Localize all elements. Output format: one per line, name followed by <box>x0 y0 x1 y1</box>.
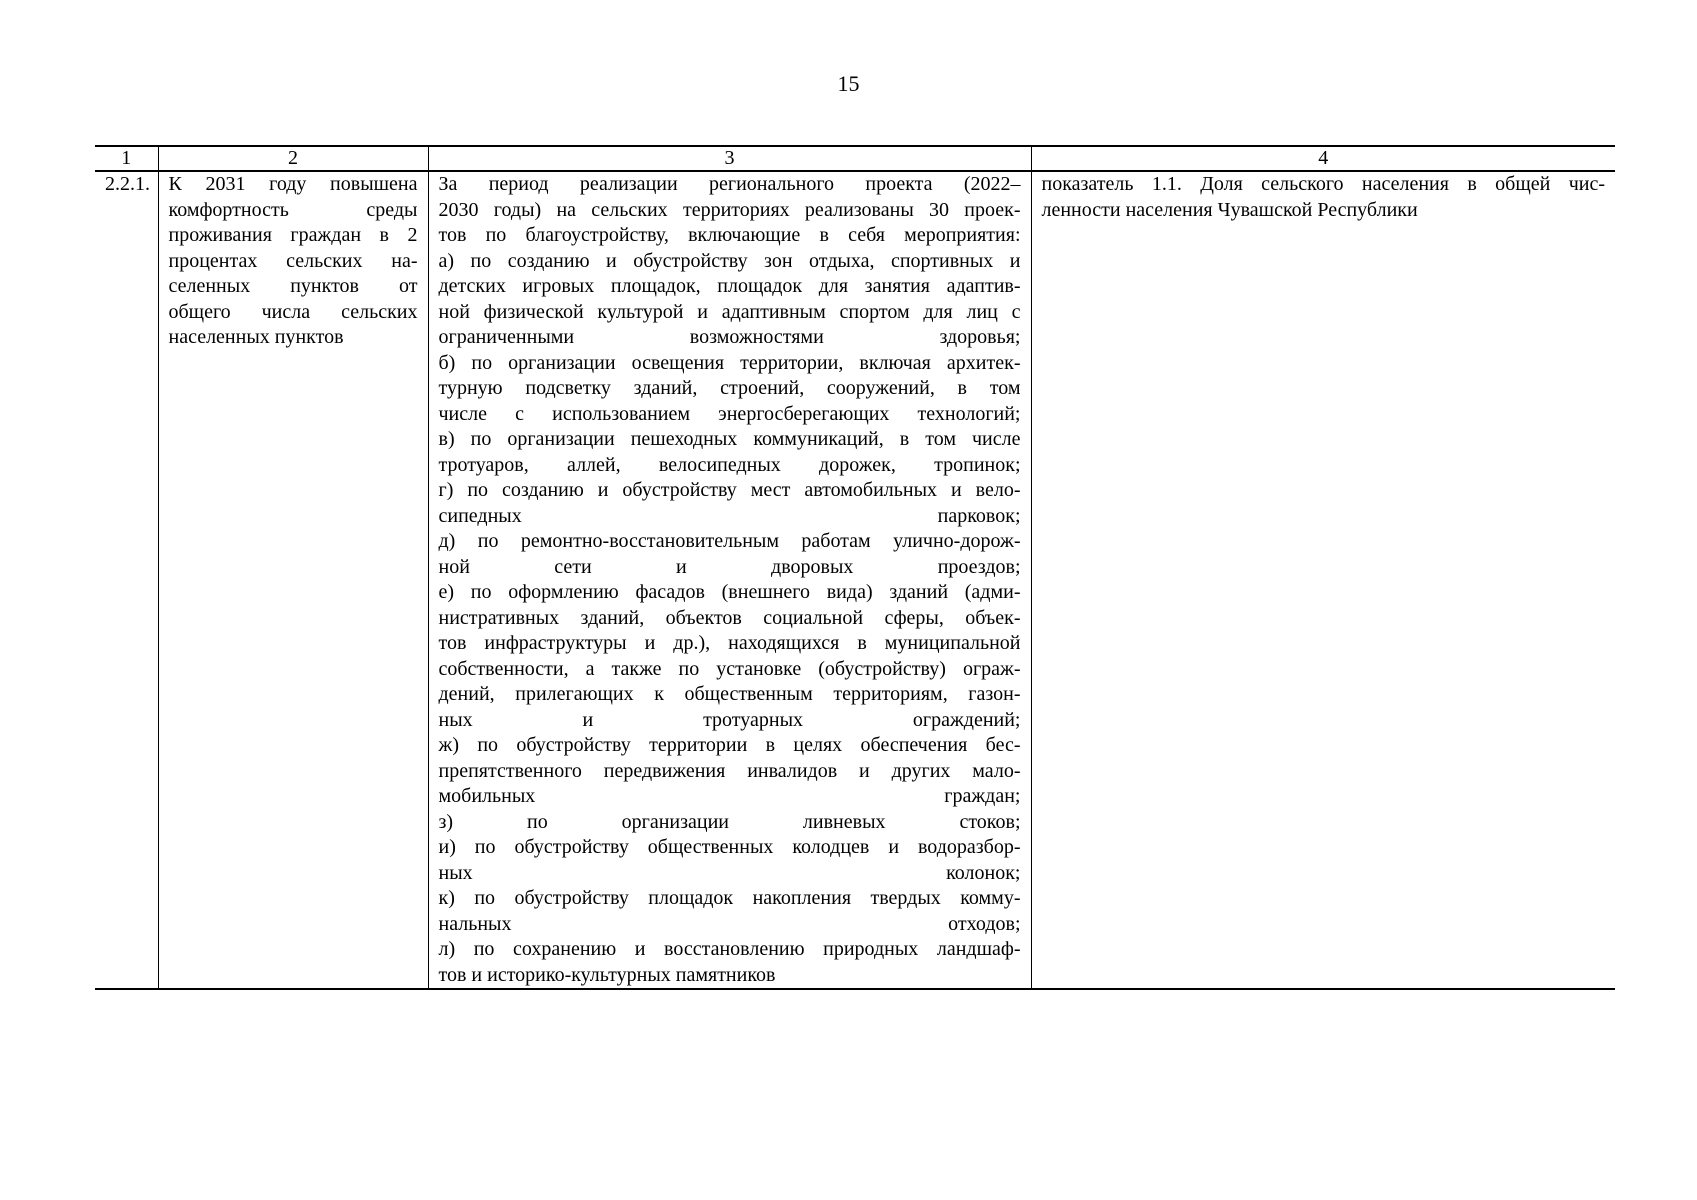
description-line: нистративных зданий, объектов социальной сферы, объек- <box>438 606 1021 629</box>
indicator-cell <box>1031 171 1615 989</box>
description-line: г) по созданию и обустройству мест автомобильных и вело- <box>438 479 1021 501</box>
column-header-1: 1 <box>95 146 158 171</box>
result-cell <box>158 171 428 989</box>
result-line: общего числа сельских <box>168 300 418 323</box>
table-header-row <box>95 146 1615 171</box>
description-line: тротуаров, аллей, велосипедных дорожек, тропинок; <box>438 453 1021 476</box>
description-line: нальных отходов; <box>438 912 1021 935</box>
description-line: тов инфраструктуры и др.), находящихся в муниципальной <box>438 632 1021 654</box>
description-line: з) по организации ливневых стоков; <box>438 810 1021 833</box>
description-line: и) по обустройству общественных колодцев и водоразбор- <box>438 836 1021 858</box>
description-cell <box>428 171 1031 989</box>
description-line: ной физической культурой и адаптивным спортом для лиц с <box>438 300 1021 323</box>
result-line: процентах сельских на- <box>168 249 418 272</box>
results-table <box>95 145 1615 990</box>
description-line: тов по благоустройству, включающие в себя мероприятия: <box>438 224 1021 246</box>
table-row <box>95 171 1615 989</box>
description-line: д) по ремонтно-восстановительным работам улично-дорож- <box>438 530 1021 552</box>
description-line: сипедных парковок; <box>438 504 1021 527</box>
description-line: ных колонок; <box>438 861 1021 884</box>
description-line: мобильных граждан; <box>438 785 1021 807</box>
column-header-4: 4 <box>1031 146 1615 171</box>
column-header-2: 2 <box>158 146 428 171</box>
result-line: селенных пунктов от <box>168 275 418 297</box>
description-line: а) по созданию и обустройству зон отдыха, спортивных и <box>438 249 1021 272</box>
row-number: 2.2.1. <box>95 171 158 989</box>
description-line: б) по организации освещения территории, включая архитек- <box>438 351 1021 374</box>
indicator-line: ленности населения Чувашской Республики <box>1041 198 1418 221</box>
description-line: дений, прилегающих к общественным территориям, газон- <box>438 683 1021 705</box>
description-line: За период реализации регионального проекта (2022– <box>438 173 1021 195</box>
description-line: ной сети и дворовых проездов; <box>438 555 1021 578</box>
description-line: препятственного передвижения инвалидов и других мало- <box>438 759 1021 782</box>
indicator-line: показатель 1.1. Доля сельского населения в общей чис- <box>1041 173 1605 195</box>
description-line: тов и историко-культурных памятников <box>438 963 776 986</box>
description-line: турную подсветку зданий, строений, сооружений, в том <box>438 377 1021 399</box>
description-line: ограниченными возможностями здоровья; <box>438 326 1021 348</box>
description-line: ж) по обустройству территории в целях обеспечения бес- <box>438 734 1021 756</box>
description-line: к) по обустройству площадок накопления твердых комму- <box>438 887 1021 909</box>
result-line: населенных пунктов <box>168 326 344 348</box>
description-line: детских игровых площадок, площадок для занятия адаптив- <box>438 275 1021 297</box>
page-number: 15 <box>837 71 860 96</box>
result-line: проживания граждан в 2 <box>168 224 418 246</box>
result-line: К 2031 году повышена <box>168 173 418 195</box>
description-line: л) по сохранению и восстановлению природных ландшаф- <box>438 938 1021 960</box>
description-line: 2030 годы) на сельских территориях реализованы 30 проек- <box>438 198 1021 221</box>
description-line: собственности, а также по установке (обустройству) ограж- <box>438 657 1021 680</box>
description-line: ных и тротуарных ограждений; <box>438 708 1021 731</box>
result-line: комфортность среды <box>168 198 418 221</box>
description-line: е) по оформлению фасадов (внешнего вида) зданий (адми- <box>438 581 1021 603</box>
column-header-3: 3 <box>428 146 1031 171</box>
description-line: числе с использованием энергосберегающих технологий; <box>438 402 1021 425</box>
description-line: в) по организации пешеходных коммуникаций, в том числе <box>438 428 1021 450</box>
